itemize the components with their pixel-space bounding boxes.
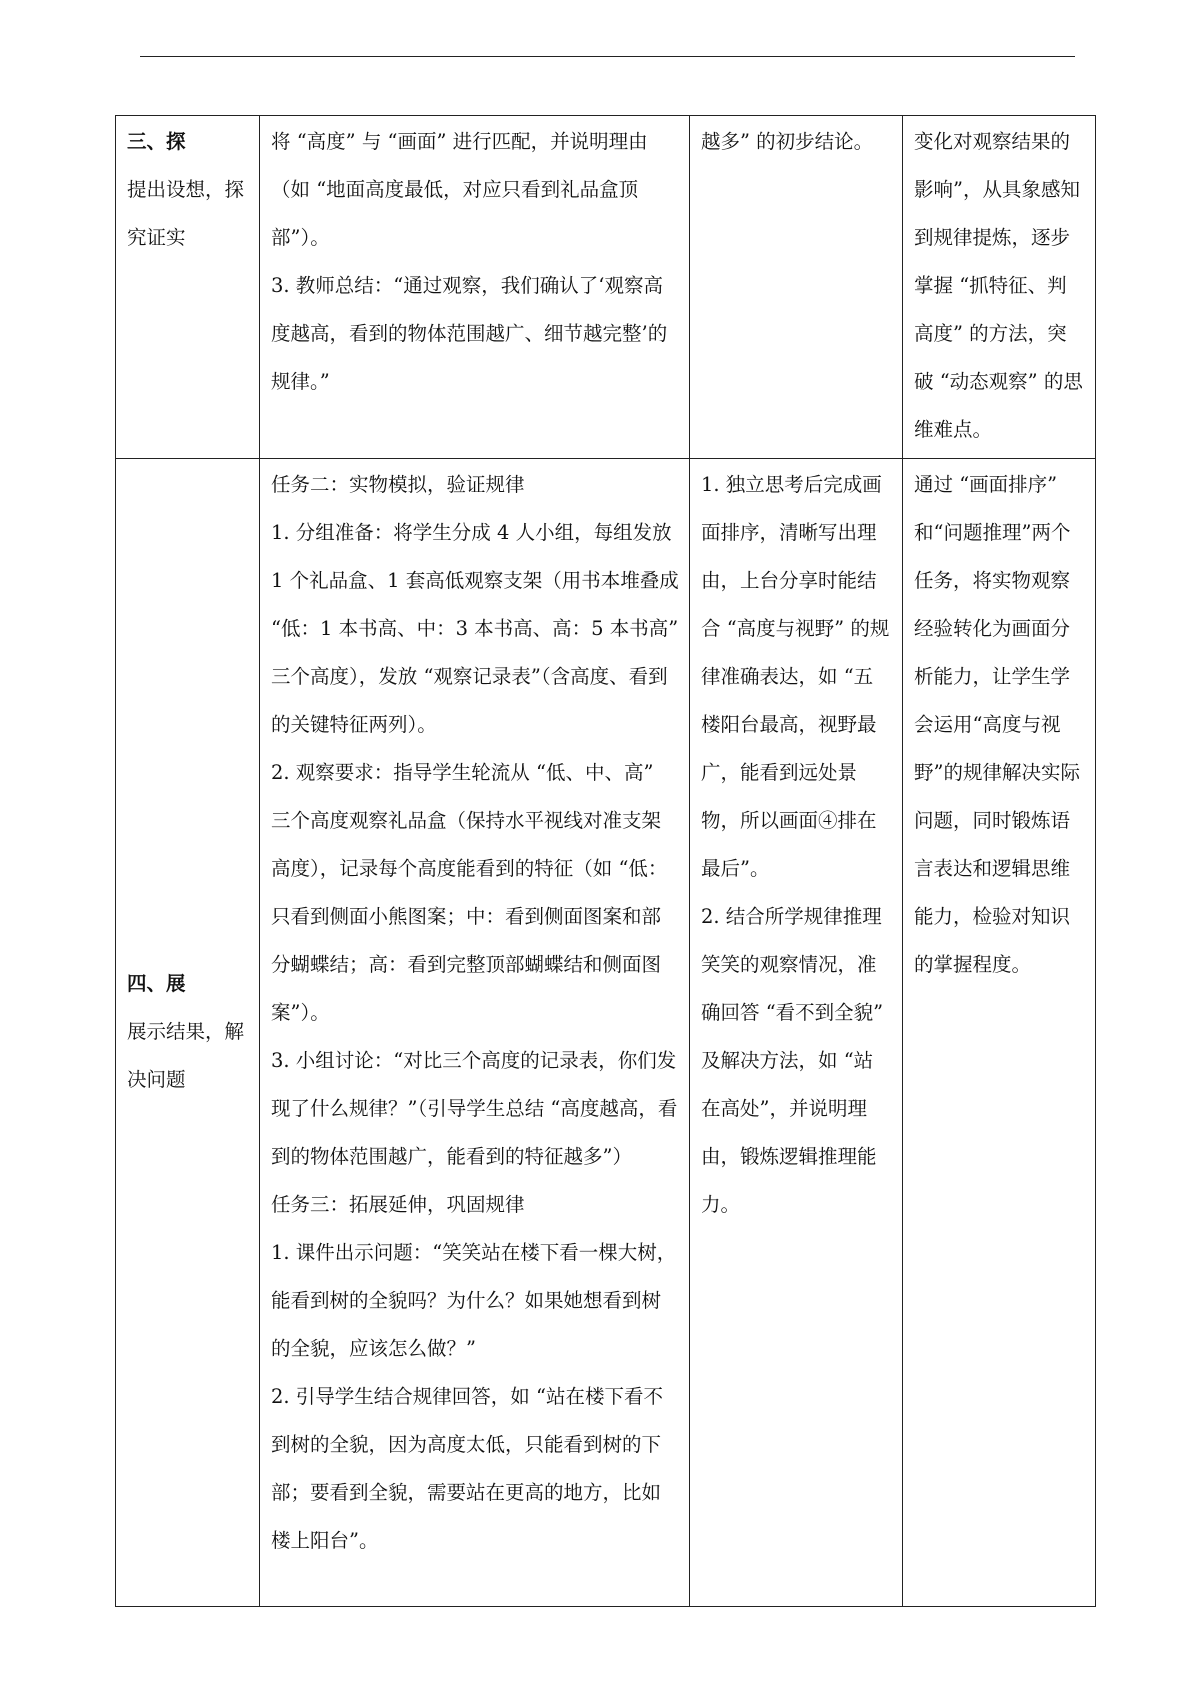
teacher-activity-text: 将 “高度” 与 “画面” 进行匹配，并说明理由（如 “地面高度最低，对应只看到礼品盒顶部”）。 bbox=[271, 130, 648, 249]
student-activity-text: 越多” 的初步结论。 bbox=[701, 130, 874, 153]
stage-description: 展示结果，解决问题 bbox=[127, 1019, 245, 1091]
student-activity-cell bbox=[690, 459, 903, 1607]
teacher-activity-cell bbox=[260, 459, 690, 1607]
header-rule bbox=[140, 56, 1075, 57]
design-intent-cell bbox=[903, 116, 1096, 459]
design-intent-text: 变化对观察结果的影响”，从具象感知到规律提炼，逐步掌握 “抓特征、判高度” 的方法，突破 “动态观察” 的思维难点。 bbox=[914, 130, 1083, 441]
teacher-activity-text: 3. 教师总结：“通过观察，我们确认了‘观察高度越高，看到的物体范围越广、细节越完整’的规律。” bbox=[271, 274, 668, 393]
stage-title: 四、展 bbox=[127, 971, 186, 995]
stage-title: 三、探 bbox=[127, 130, 186, 153]
task-heading: 任务二：实物模拟，验证规律 bbox=[271, 473, 525, 496]
task-heading: 任务三：拓展延伸，巩固规律 bbox=[271, 1193, 525, 1216]
stage-cell bbox=[116, 116, 260, 459]
stage-description: 提出设想，探究证实 bbox=[127, 178, 245, 249]
design-intent-cell bbox=[903, 459, 1096, 1607]
table-row bbox=[116, 116, 1096, 459]
student-activity-text: 1. 独立思考后完成画面排序，清晰写出理由，上台分享时能结合 “高度与视野” 的规律准确表达，如 “五楼阳台最高，视野最广，能看到远处景物，所以画面④排在最后”。 bbox=[701, 473, 890, 880]
design-intent-text: 通过 “画面排序” 和“问题推理”两个任务，将实物观察经验转化为画面分析能力，让学生学会运用“高度与视野”的规律解决实际问题，同时锻炼语言表达和逻辑思维能力，检验对知识的掌握程度。 bbox=[914, 473, 1080, 976]
stage-cell bbox=[116, 459, 260, 1607]
student-activity-cell bbox=[690, 116, 903, 459]
teacher-activity-cell bbox=[260, 116, 690, 459]
table-row bbox=[116, 459, 1096, 1607]
teacher-activity-text: 2. 引导学生结合规律回答，如 “站在楼下看不到树的全貌，因为高度太低，只能看到树的下部；要看到全貌，需要站在更高的地方，比如楼上阳台”。 bbox=[271, 1385, 663, 1552]
teacher-activity-text: 2. 观察要求：指导学生轮流从 “低、中、高” 三个高度观察礼品盒（保持水平视线对准支架高度），记录每个高度能看到的特征（如 “低：只看到侧面小熊图案；中：看到侧面图案和部分蝴蝶结；高：看到完整顶部蝴蝶结和侧面图案”）。 bbox=[271, 761, 668, 1024]
teacher-activity-text: 1. 分组准备：将学生分成 4 人小组，每组发放 1 个礼品盒、1 套高低观察支架（用书本堆叠成 “低：1 本书高、中：3 本书高、高：5 本书高” 三个高度），发放 “观察记录表”（含高度、看到的关键特征两列）。 bbox=[271, 521, 679, 736]
student-activity-text: 2. 结合所学规律推理笑笑的观察情况，准确回答 “看不到全貌” 及解决方法，如 “站在高处”，并说明理由，锻炼逻辑推理能力。 bbox=[701, 905, 884, 1216]
teacher-activity-text: 1. 课件出示问题：“笑笑站在楼下看一棵大树，能看到树的全貌吗？为什么？如果她想看到树的全貌，应该怎么做？” bbox=[271, 1241, 677, 1360]
lesson-plan-table bbox=[115, 115, 1096, 1607]
teacher-activity-text: 3. 小组讨论：“对比三个高度的记录表，你们发现了什么规律？”（引导学生总结 “高度越高，看到的物体范围越广，能看到的特征越多”） bbox=[271, 1049, 678, 1168]
